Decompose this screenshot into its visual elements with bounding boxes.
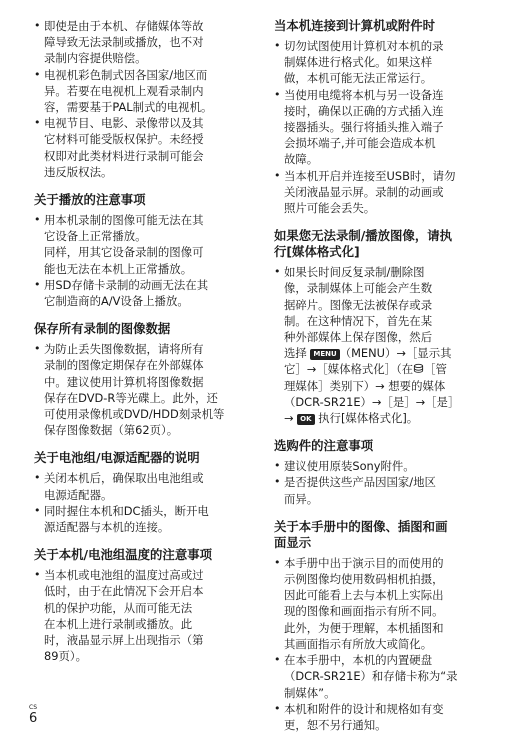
- battery-heading: 关于电池组/电源适配器的说明: [34, 450, 200, 466]
- text-line: 保存在DVD-R等光碟上。此外，还: [44, 390, 218, 405]
- text-line: 异。若要在电视机上观看录制内: [44, 83, 204, 98]
- list-item: [274, 168, 496, 217]
- list-item: [34, 67, 252, 116]
- text-line: 中。建议使用计算机将图像数据: [44, 374, 204, 389]
- text-line: • 电视机彩色制式因各国家/地区而: [44, 67, 208, 82]
- page-number: 6: [29, 711, 38, 726]
- illustrations-heading-line-1: 关于本手册中的图像、插图和画: [274, 518, 448, 534]
- list-item: [34, 277, 252, 309]
- text-line: 容，需要基于PAL制式的电视机。: [44, 100, 213, 115]
- connect-heading: 当本机连接到计算机或附件时: [274, 18, 436, 33]
- text-line: 更，恕不另行通知。: [284, 717, 387, 732]
- temperature-section: [34, 547, 252, 664]
- text-line: 而异。: [284, 491, 319, 506]
- text-line: 理媒体］类别下）→ 想要的媒体: [284, 378, 446, 393]
- optional-section: [274, 438, 496, 507]
- list-item: [34, 212, 252, 277]
- text-line: 违反版权法。: [44, 164, 113, 179]
- text-line: • 电视节目、电影、录像带以及其: [44, 116, 204, 131]
- optional-list: [274, 458, 496, 507]
- page-footer: [29, 704, 37, 726]
- text-line: 据碎片。图像无法被保存或录: [284, 297, 433, 312]
- text-line: 此外，为便于理解，本机插图和: [284, 620, 444, 635]
- list-item: [274, 458, 496, 474]
- text-line: 时，液晶显示屏上出现指示（第: [44, 633, 204, 648]
- list-item: [34, 341, 252, 438]
- text-line: • 是否提供这些产品因国家/地区: [284, 475, 436, 490]
- list-item: [274, 474, 496, 506]
- list-item: [274, 652, 496, 701]
- text-line: 制。在这种情况下，首先在某: [284, 313, 433, 328]
- right-column: [274, 18, 496, 745]
- illustrations-section: [274, 519, 496, 733]
- playback-list: [34, 212, 252, 309]
- manage-media-icon: [413, 363, 424, 374]
- text-line: • 用SD存储卡录制的动画无法在其: [44, 277, 209, 292]
- text-line: 示例图像均使用数码相机拍摄，: [284, 572, 444, 587]
- text-line: 保存图像数据（第62页）。: [44, 423, 179, 438]
- step-text: 选择: [284, 346, 311, 361]
- connect-list: [274, 38, 496, 216]
- text-line: • 即使是由于本机、存储媒体等故: [44, 19, 204, 33]
- text-line: 可使用录像机或DVD/HDD刻录机等: [44, 407, 225, 422]
- intro-section: [34, 18, 252, 180]
- list-item: [34, 18, 252, 67]
- save-heading: 保存所有录制的图像数据: [34, 321, 171, 337]
- text-line: 其画面指示有所放大或简化。: [284, 636, 433, 651]
- text-line: 故障。: [284, 152, 319, 167]
- connect-section: [274, 18, 496, 216]
- save-list: [34, 341, 252, 438]
- optional-heading: 选购件的注意事项: [274, 438, 374, 454]
- text-line: 因此可能看上去与本机上实际出: [284, 588, 444, 603]
- step-text: （MENU）→［显示其: [339, 346, 452, 361]
- intro-list: [34, 18, 252, 180]
- list-item: [274, 701, 496, 733]
- text-line: • 在本手册中，本机的内置硬盘: [284, 653, 433, 668]
- ok-button-icon: OK: [297, 414, 314, 425]
- text-line: [284, 361, 496, 377]
- temperature-heading: 关于本机/电池组温度的注意事项: [34, 547, 212, 563]
- battery-section: [34, 450, 252, 535]
- text-line: 会损坏端子,并可能会造成本机: [284, 136, 436, 151]
- text-line: • 本机和附件的设计和规格如有变: [284, 701, 444, 716]
- step-text: 它］→［媒体格式化］（在: [284, 362, 414, 377]
- text-line: • 为防止丢失图像数据，请将所有: [44, 342, 204, 357]
- text-line: 做，本机可能无法正常运行。: [284, 71, 433, 86]
- playback-section: [34, 192, 252, 309]
- text-line: 录制的图像定期保存在外部媒体: [44, 358, 204, 373]
- text-line: 现的图像和画面指示有所不同。: [284, 604, 444, 619]
- illustrations-list: [274, 555, 496, 733]
- format-heading: [274, 228, 496, 260]
- text-line: （DCR-SR21E）→［是］→［是］: [284, 394, 460, 409]
- format-heading-line-1: 如果您无法录制/播放图像，请执: [274, 228, 452, 244]
- step-text: 执行[媒体格式化]。: [314, 411, 419, 426]
- playback-heading: 关于播放的注意事项: [34, 192, 146, 208]
- format-section: [274, 228, 496, 426]
- text-line: 机的保护功能，从而可能无法: [44, 600, 193, 615]
- text-line: 种外部媒体上保存图像，然后: [284, 330, 433, 345]
- list-item: [274, 38, 496, 87]
- illustrations-heading-line-2: 面显示: [274, 534, 312, 550]
- list-item: [34, 115, 252, 180]
- text-line: • 切勿试图使用计算机对本机的录: [284, 39, 444, 53]
- text-line: 它材料可能受版权保护。未经授: [44, 132, 204, 147]
- step-text: ［管: [424, 362, 447, 377]
- text-line: 同样，用其它设备录制的图像可: [44, 245, 204, 260]
- text-line: 像，录制媒体上可能会产生数: [284, 281, 433, 296]
- text-line: 能也无法在本机上正常播放。: [44, 261, 193, 276]
- language-code: CS: [29, 704, 37, 711]
- text-line: （DCR-SR21E）和存储卡称为“录: [284, 669, 458, 684]
- text-line: [284, 410, 496, 426]
- text-line: 89页）。: [44, 649, 87, 664]
- text-line: 接器插头。强行将插头推入端子: [284, 120, 444, 135]
- step-text: →: [284, 411, 298, 426]
- text-line: 照片可能会丢失。: [284, 201, 376, 216]
- format-heading-line-2: 行[媒体格式化]: [274, 244, 360, 260]
- list-item: [274, 87, 496, 168]
- text-line: 它制造商的A/V设备上播放。: [44, 294, 189, 309]
- text-line: [284, 345, 496, 361]
- text-line: 源适配器与本机的连接。: [44, 520, 170, 535]
- list-item: [34, 503, 252, 535]
- text-line: • 同时握住本机和DC插头，断开电: [44, 503, 209, 518]
- text-line: 录制内容提供赔偿。: [44, 51, 147, 66]
- text-line: • 本手册中出于演示目的而使用的: [284, 555, 444, 570]
- left-column: [34, 18, 252, 677]
- text-line: 制媒体”。: [284, 685, 336, 700]
- save-section: [34, 321, 252, 438]
- text-line: 在本机上进行录制或播放。此: [44, 616, 193, 631]
- text-line: 权即对此类材料进行录制可能会: [44, 148, 204, 163]
- text-line: • 当本机或电池组的温度过高或过: [44, 568, 204, 583]
- text-line: 它设备上正常播放。: [44, 229, 147, 244]
- text-line: • 当本机开启并连接至USB时，请勿: [284, 168, 456, 183]
- list-item: [34, 567, 252, 664]
- menu-button-icon: MENU: [310, 349, 339, 360]
- text-line: • 用本机录制的图像可能无法在其: [44, 213, 204, 228]
- text-line: 关闭液晶显示屏。录制的动画或: [284, 184, 444, 199]
- text-line: • 如果长时间反复录制/删除图: [284, 265, 425, 280]
- illustrations-heading: [274, 519, 496, 551]
- text-line: 障导致无法录制或播放，也不对: [44, 35, 204, 50]
- battery-list: [34, 470, 252, 535]
- format-list: [274, 264, 496, 426]
- list-item: [34, 470, 252, 502]
- list-item: [274, 555, 496, 652]
- text-line: 电源适配器。: [44, 487, 113, 502]
- text-line: 低时，由于在此情况下会开启本: [44, 584, 204, 599]
- text-line: 制媒体进行格式化。如果这样: [284, 55, 433, 70]
- text-line: • 当使用电缆将本机与另一设备连: [284, 87, 444, 102]
- text-line: • 关闭本机后，确保取出电池组或: [44, 471, 204, 486]
- temperature-list: [34, 567, 252, 664]
- list-item: [274, 264, 496, 426]
- text-line: 接时，确保以正确的方式插入连: [284, 103, 444, 118]
- text-line: • 建议使用原装Sony附件。: [284, 459, 415, 474]
